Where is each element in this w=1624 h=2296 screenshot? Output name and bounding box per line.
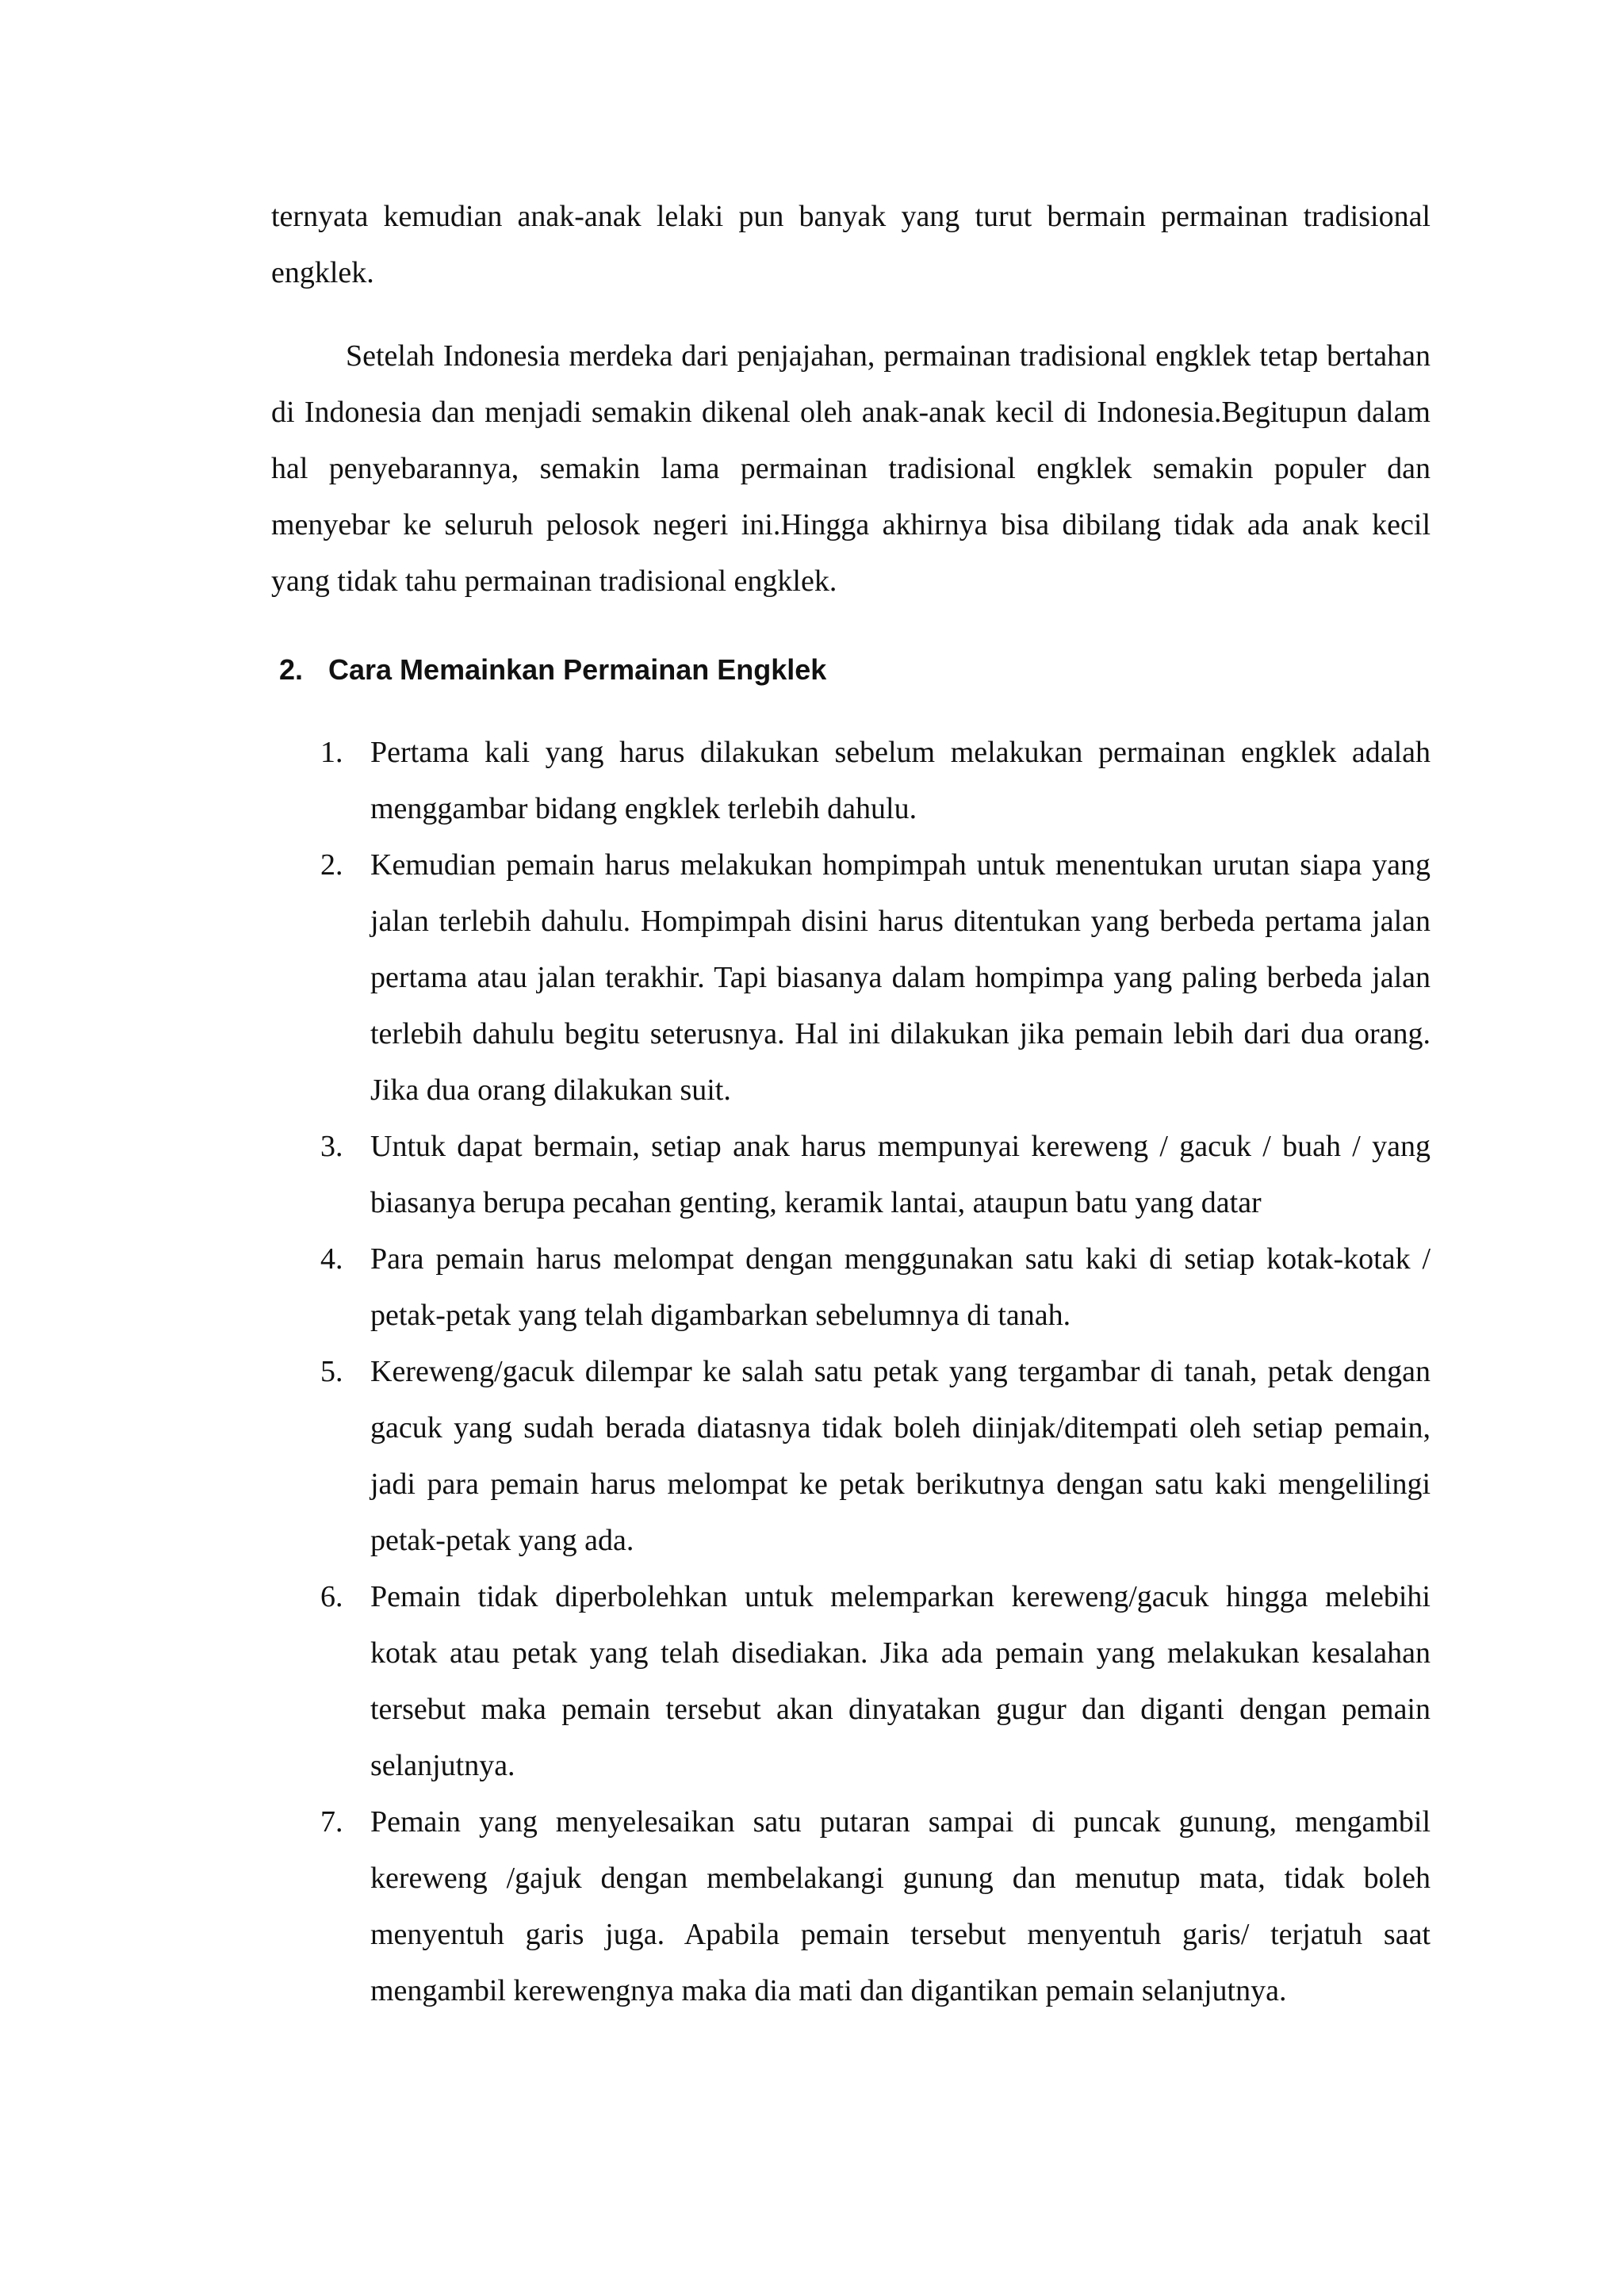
list-item-number: 1. bbox=[320, 736, 343, 769]
section-heading bbox=[271, 641, 1431, 698]
list-item-number: 3. bbox=[320, 1130, 343, 1163]
list-item-number: 2. bbox=[320, 848, 343, 882]
page-content bbox=[271, 189, 1431, 2019]
list-item-text: Pemain yang menyelesaikan satu putaran sampai di puncak gunung, mengambil kereweng /gajuk dengan membelakangi gunung dan menutup mata, tidak boleh menyentuh garis juga. Apabila pemain tersebut menyentuh garis/ terjatuh saat mengambil kerewengnya maka dia mati dan digantikan pemain selanjutnya. bbox=[370, 1805, 1431, 2007]
list-item bbox=[271, 1794, 1431, 2019]
list-item-text: Kemudian pemain harus melakukan hompimpah untuk menentukan urutan siapa yang jalan terlebih dahulu. Hompimpah disini harus ditentukan yang berbeda pertama jalan pertama atau jalan terakhir. Tapi biasanya dalam hompimpa yang paling berbeda jalan terlebih dahulu begitu seterusnya. Hal ini dilakukan jika pemain lebih dari dua orang. Jika dua orang dilakukan suit. bbox=[370, 848, 1431, 1107]
list-item-number: 5. bbox=[320, 1355, 343, 1388]
list-item-number: 7. bbox=[320, 1805, 343, 1839]
list-item bbox=[271, 725, 1431, 837]
section-number: 2. bbox=[279, 653, 304, 686]
list-item bbox=[271, 1231, 1431, 1344]
list-item bbox=[271, 1344, 1431, 1569]
list-item-text: Kereweng/gacuk dilempar ke salah satu petak yang tergambar di tanah, petak dengan gacuk yang sudah berada diatasnya tidak boleh diinjak/ditempati oleh setiap pemain, jadi para pemain harus melompat ke petak berikutnya dengan satu kaki mengelilingi petak-petak yang ada. bbox=[370, 1355, 1431, 1557]
list-item bbox=[271, 837, 1431, 1119]
section-title: Cara Memainkan Permainan Engklek bbox=[328, 653, 827, 686]
list-item bbox=[271, 1569, 1431, 1794]
list-item-text: Pertama kali yang harus dilakukan sebelum melakukan permainan engklek adalah menggambar bidang engklek terlebih dahulu. bbox=[370, 736, 1431, 825]
list-item bbox=[271, 1119, 1431, 1231]
steps-list bbox=[271, 725, 1431, 2019]
list-item-number: 4. bbox=[320, 1242, 343, 1276]
list-item-text: Untuk dapat bermain, setiap anak harus mempunyai kereweng / gacuk / buah / yang biasanya berupa pecahan genting, keramik lantai, ataupun batu yang datar bbox=[370, 1130, 1431, 1219]
list-item-text: Para pemain harus melompat dengan menggunakan satu kaki di setiap kotak-kotak / petak-petak yang telah digambarkan sebelumnya di tanah. bbox=[370, 1242, 1431, 1332]
paragraph-history: Setelah Indonesia merdeka dari penjajahan, permainan tradisional engklek tetap bertahan di Indonesia dan menjadi semakin dikenal oleh anak-anak kecil di Indonesia.Begitupun dalam hal penyebarannya, semakin lama permainan tradisional engklek semakin populer dan menyebar ke seluruh pelosok negeri ini.Hingga akhirnya bisa dibilang tidak ada anak kecil yang tidak tahu permainan tradisional engklek. bbox=[271, 339, 1431, 598]
list-item-number: 6. bbox=[320, 1580, 343, 1613]
paragraph-continuation: ternyata kemudian anak-anak lelaki pun banyak yang turut bermain permainan tradisional engklek. bbox=[271, 200, 1431, 289]
list-item-text: Pemain tidak diperbolehkan untuk melemparkan kereweng/gacuk hingga melebihi kotak atau petak yang telah disediakan. Jika ada pemain yang melakukan kesalahan tersebut maka pemain tersebut akan dinyatakan gugur dan diganti dengan pemain selanjutnya. bbox=[370, 1580, 1431, 1782]
